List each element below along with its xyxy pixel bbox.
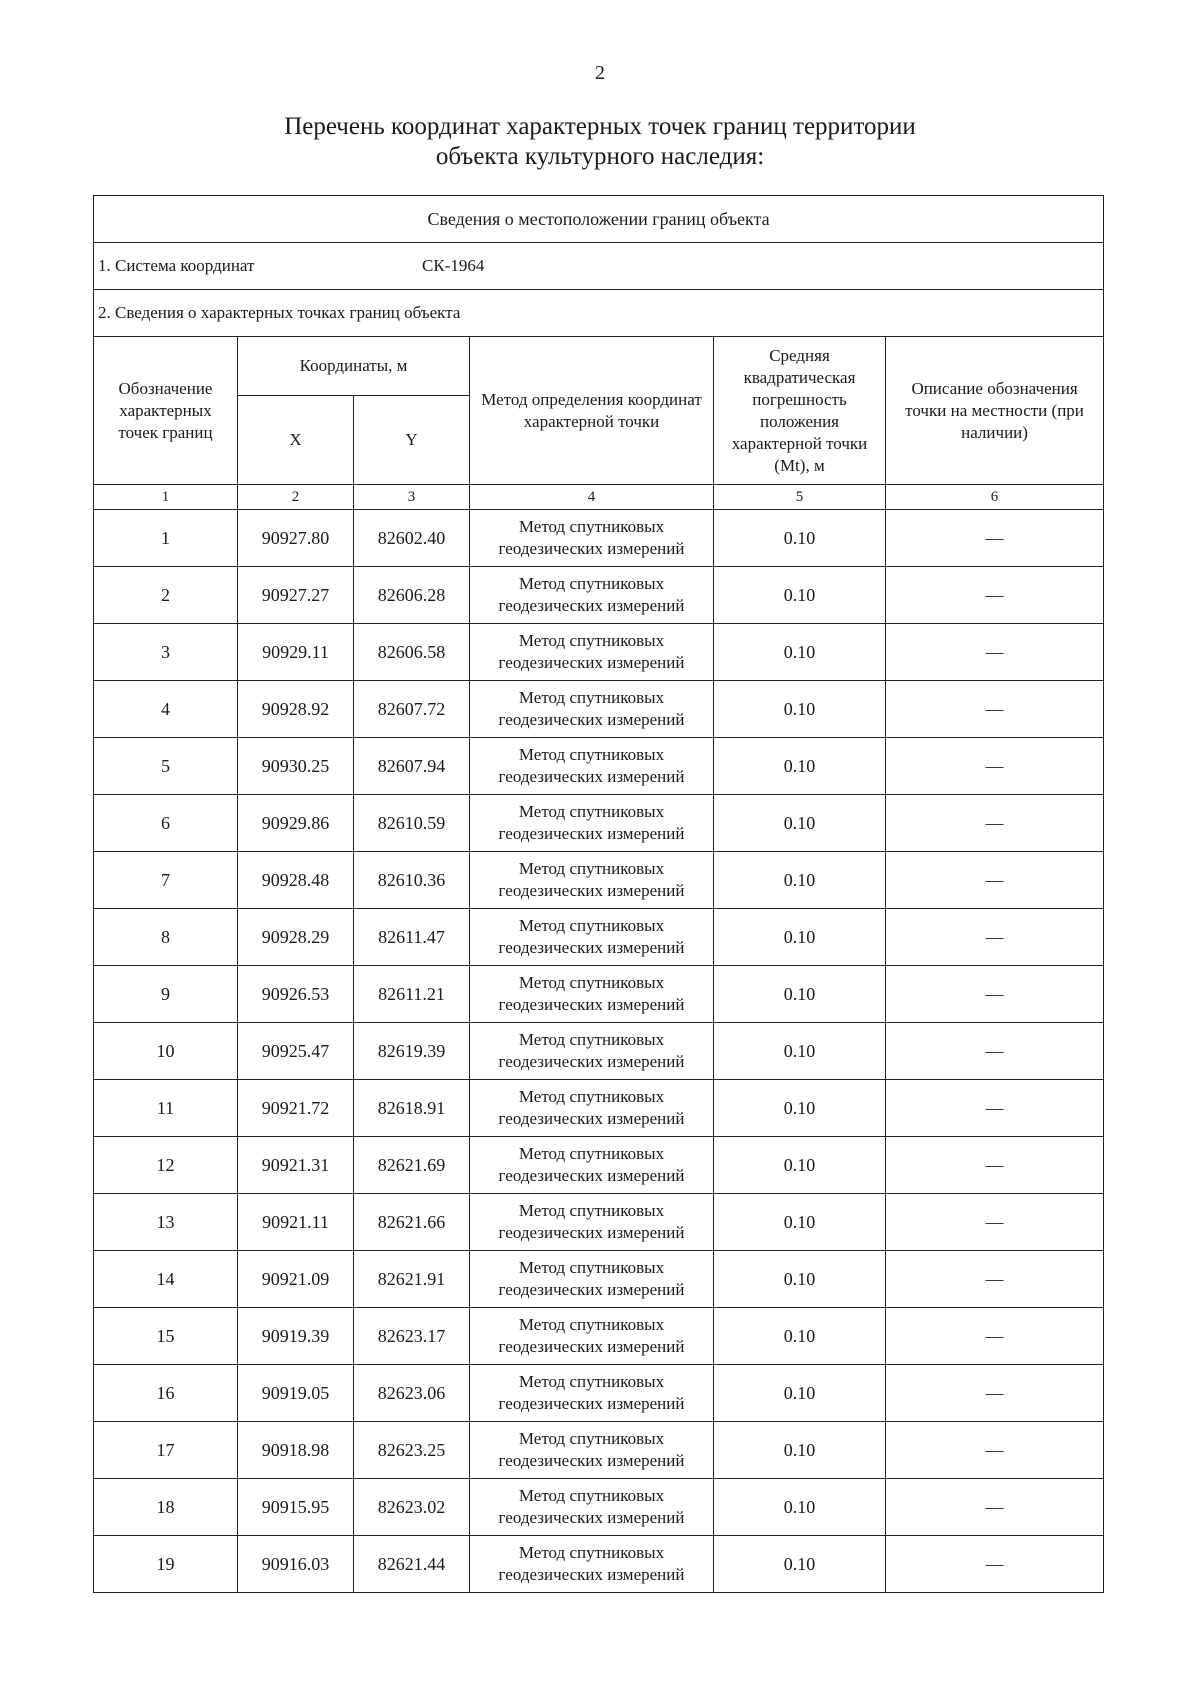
method: Метод спутниковых геодезических измерений — [470, 852, 714, 909]
coord-y: 82610.36 — [354, 852, 470, 909]
coord-x: 90928.29 — [238, 909, 354, 966]
coord-y: 82623.25 — [354, 1422, 470, 1479]
header-mean-error: Средняя квадратическая погрешность положения характерной точки (Mt), м — [714, 337, 886, 485]
point-description: — — [886, 1365, 1104, 1422]
mean-error: 0.10 — [714, 567, 886, 624]
point-id: 18 — [94, 1479, 238, 1536]
coord-y: 82623.06 — [354, 1365, 470, 1422]
point-id: 11 — [94, 1080, 238, 1137]
method: Метод спутниковых геодезических измерений — [470, 1194, 714, 1251]
coord-x: 90925.47 — [238, 1023, 354, 1080]
mean-error: 0.10 — [714, 852, 886, 909]
mean-error: 0.10 — [714, 1479, 886, 1536]
point-id: 9 — [94, 966, 238, 1023]
coord-y: 82623.17 — [354, 1308, 470, 1365]
table-row — [94, 1080, 1104, 1137]
mean-error: 0.10 — [714, 1194, 886, 1251]
coord-x: 90921.72 — [238, 1080, 354, 1137]
mean-error: 0.10 — [714, 1308, 886, 1365]
method: Метод спутниковых геодезических измерений — [470, 966, 714, 1023]
method: Метод спутниковых геодезических измерений — [470, 1080, 714, 1137]
coord-x: 90918.98 — [238, 1422, 354, 1479]
point-id: 19 — [94, 1536, 238, 1593]
coord-y: 82610.59 — [354, 795, 470, 852]
column-number: 6 — [886, 485, 1104, 510]
column-number: 1 — [94, 485, 238, 510]
method: Метод спутниковых геодезических измерений — [470, 567, 714, 624]
header-method: Метод определения координат характерной точки — [470, 337, 714, 485]
table-row — [94, 1422, 1104, 1479]
coord-x: 90927.27 — [238, 567, 354, 624]
coord-x: 90928.48 — [238, 852, 354, 909]
coord-y: 82623.02 — [354, 1479, 470, 1536]
method: Метод спутниковых геодезических измерений — [470, 795, 714, 852]
table-row — [94, 852, 1104, 909]
coord-x: 90927.80 — [238, 510, 354, 567]
coord-y: 82607.94 — [354, 738, 470, 795]
method: Метод спутниковых геодезических измерений — [470, 1536, 714, 1593]
method: Метод спутниковых геодезических измерений — [470, 1422, 714, 1479]
point-id: 15 — [94, 1308, 238, 1365]
mean-error: 0.10 — [714, 1023, 886, 1080]
method: Метод спутниковых геодезических измерений — [470, 1023, 714, 1080]
coord-y: 82602.40 — [354, 510, 470, 567]
coord-x: 90919.05 — [238, 1365, 354, 1422]
table-row — [94, 1536, 1104, 1593]
mean-error: 0.10 — [714, 1365, 886, 1422]
mean-error: 0.10 — [714, 795, 886, 852]
table-row — [94, 966, 1104, 1023]
point-id: 6 — [94, 795, 238, 852]
coord-y: 82621.69 — [354, 1137, 470, 1194]
table-row — [94, 795, 1104, 852]
mean-error: 0.10 — [714, 1137, 886, 1194]
point-description: — — [886, 1023, 1104, 1080]
coord-x: 90930.25 — [238, 738, 354, 795]
coord-y: 82607.72 — [354, 681, 470, 738]
table-row — [94, 510, 1104, 567]
table-row — [94, 1479, 1104, 1536]
header-x: X — [238, 396, 354, 485]
table-row — [94, 1137, 1104, 1194]
method: Метод спутниковых геодезических измерений — [470, 1308, 714, 1365]
method: Метод спутниковых геодезических измерений — [470, 510, 714, 567]
coordinate-system-value: СК-1964 — [422, 256, 485, 275]
title-line-2: объекта культурного наследия: — [435, 143, 765, 170]
coord-x: 90916.03 — [238, 1536, 354, 1593]
point-id: 2 — [94, 567, 238, 624]
mean-error: 0.10 — [714, 681, 886, 738]
coord-y: 82621.66 — [354, 1194, 470, 1251]
column-number: 5 — [714, 485, 886, 510]
point-id: 8 — [94, 909, 238, 966]
point-description: — — [886, 852, 1104, 909]
table-row — [94, 624, 1104, 681]
coordinate-system-label: 1. Система координат — [98, 256, 255, 275]
mean-error: 0.10 — [714, 1251, 886, 1308]
coord-x: 90921.09 — [238, 1251, 354, 1308]
coord-x: 90929.86 — [238, 795, 354, 852]
method: Метод спутниковых геодезических измерений — [470, 1365, 714, 1422]
mean-error: 0.10 — [714, 510, 886, 567]
table-row — [94, 1194, 1104, 1251]
coord-y: 82611.21 — [354, 966, 470, 1023]
table-row — [94, 1365, 1104, 1422]
mean-error: 0.10 — [714, 624, 886, 681]
point-id: 1 — [94, 510, 238, 567]
coord-y: 82606.28 — [354, 567, 470, 624]
method: Метод спутниковых геодезических измерений — [470, 624, 714, 681]
column-number-row — [94, 485, 1104, 510]
point-description: — — [886, 1194, 1104, 1251]
column-number: 2 — [238, 485, 354, 510]
point-id: 7 — [94, 852, 238, 909]
points-heading: 2. Сведения о характерных точках границ объекта — [94, 290, 1104, 337]
coord-y: 82621.44 — [354, 1536, 470, 1593]
point-id: 12 — [94, 1137, 238, 1194]
point-description: — — [886, 1308, 1104, 1365]
point-description: — — [886, 738, 1104, 795]
table-row — [94, 1251, 1104, 1308]
table-row — [94, 567, 1104, 624]
coordinates-table — [93, 195, 1104, 1593]
point-description: — — [886, 681, 1104, 738]
point-description: — — [886, 1251, 1104, 1308]
point-description: — — [886, 795, 1104, 852]
header-point-designation: Обозначение характерных точек границ — [94, 337, 238, 485]
coord-x: 90915.95 — [238, 1479, 354, 1536]
point-description: — — [886, 909, 1104, 966]
table-row — [94, 909, 1104, 966]
table-row — [94, 681, 1104, 738]
point-description: — — [886, 1137, 1104, 1194]
point-id: 16 — [94, 1365, 238, 1422]
point-description: — — [886, 966, 1104, 1023]
section-heading: Сведения о местоположении границ объекта — [94, 196, 1104, 243]
header-coordinates: Координаты, м — [238, 337, 470, 396]
point-id: 4 — [94, 681, 238, 738]
point-description: — — [886, 1536, 1104, 1593]
point-id: 13 — [94, 1194, 238, 1251]
coord-x: 90919.39 — [238, 1308, 354, 1365]
method: Метод спутниковых геодезических измерений — [470, 1137, 714, 1194]
method: Метод спутниковых геодезических измерений — [470, 738, 714, 795]
point-description: — — [886, 567, 1104, 624]
mean-error: 0.10 — [714, 1422, 886, 1479]
coord-x: 90921.11 — [238, 1194, 354, 1251]
header-description: Описание обозначения точки на местности (при наличии) — [886, 337, 1104, 485]
method: Метод спутниковых геодезических измерений — [470, 909, 714, 966]
point-id: 14 — [94, 1251, 238, 1308]
coord-y: 82618.91 — [354, 1080, 470, 1137]
header-y: Y — [354, 396, 470, 485]
document-title — [0, 112, 1200, 172]
coord-x: 90921.31 — [238, 1137, 354, 1194]
mean-error: 0.10 — [714, 1536, 886, 1593]
coord-y: 82621.91 — [354, 1251, 470, 1308]
table-row — [94, 1308, 1104, 1365]
method: Метод спутниковых геодезических измерений — [470, 1479, 714, 1536]
method: Метод спутниковых геодезических измерений — [470, 681, 714, 738]
mean-error: 0.10 — [714, 909, 886, 966]
coordinate-system-row — [94, 243, 1104, 290]
table-row — [94, 1023, 1104, 1080]
table-row — [94, 738, 1104, 795]
point-id: 10 — [94, 1023, 238, 1080]
point-id: 17 — [94, 1422, 238, 1479]
mean-error: 0.10 — [714, 738, 886, 795]
point-description: — — [886, 624, 1104, 681]
mean-error: 0.10 — [714, 1080, 886, 1137]
point-id: 3 — [94, 624, 238, 681]
mean-error: 0.10 — [714, 966, 886, 1023]
point-description: — — [886, 1080, 1104, 1137]
column-number: 3 — [354, 485, 470, 510]
coord-y: 82619.39 — [354, 1023, 470, 1080]
point-id: 5 — [94, 738, 238, 795]
point-description: — — [886, 1422, 1104, 1479]
point-description: — — [886, 1479, 1104, 1536]
point-description: — — [886, 510, 1104, 567]
column-number: 4 — [470, 485, 714, 510]
coord-y: 82606.58 — [354, 624, 470, 681]
title-line-1: Перечень координат характерных точек границ территории — [284, 113, 916, 140]
coord-x: 90928.92 — [238, 681, 354, 738]
coord-y: 82611.47 — [354, 909, 470, 966]
coord-x: 90926.53 — [238, 966, 354, 1023]
page-number: 2 — [595, 62, 605, 84]
method: Метод спутниковых геодезических измерений — [470, 1251, 714, 1308]
coord-x: 90929.11 — [238, 624, 354, 681]
